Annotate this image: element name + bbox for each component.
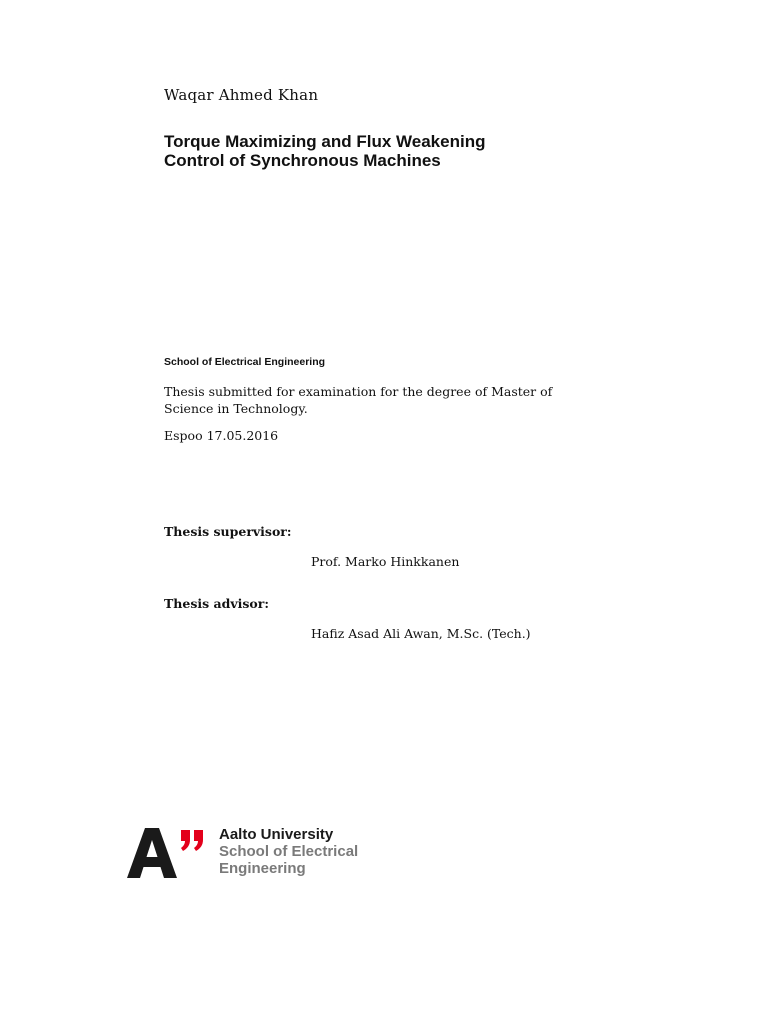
thesis-title-line1: Torque Maximizing and Flux Weakening (164, 132, 486, 151)
supervisor-name: Prof. Marko Hinkkanen (311, 554, 460, 569)
logo-university-name: Aalto University (219, 826, 334, 843)
advisor-heading: Thesis advisor: (164, 596, 269, 611)
place-date: Espoo 17.05.2016 (164, 428, 279, 443)
advisor-name: Hafiz Asad Ali Awan, M.Sc. (Tech.) (311, 626, 531, 641)
school-name: School of Electrical Engineering (164, 356, 326, 368)
thesis-title (164, 132, 624, 170)
logo-school-line1: School of Electrical (219, 843, 359, 860)
thesis-statement-line1: Thesis submitted for examination for the degree of Master of (164, 384, 553, 399)
aalto-a-mark-icon (127, 828, 207, 880)
logo-school-line2: Engineering (219, 860, 306, 877)
thesis-title-line2: Control of Synchronous Machines (164, 151, 441, 170)
thesis-statement (164, 383, 584, 417)
logo-text (219, 826, 358, 877)
thesis-statement-line2: Science in Technology. (164, 401, 308, 416)
supervisor-heading: Thesis supervisor: (164, 524, 292, 539)
author-name: Waqar Ahmed Khan (164, 86, 319, 104)
aalto-logo (127, 826, 397, 886)
